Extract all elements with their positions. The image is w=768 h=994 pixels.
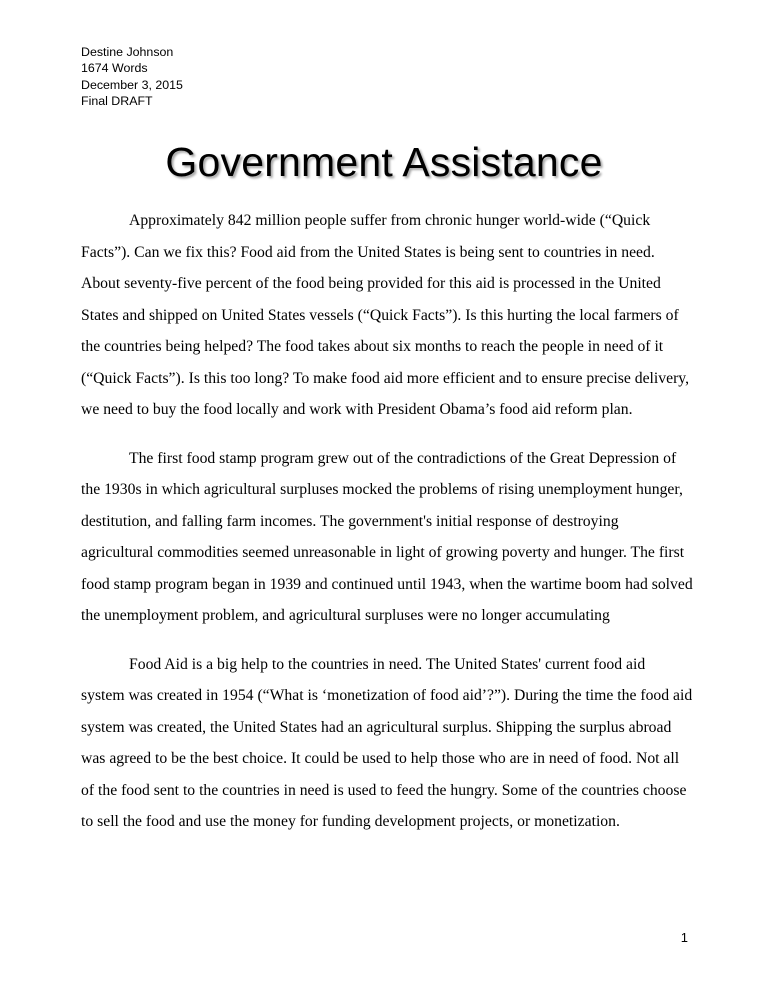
- paragraph-line: the countries being helped? The food takes about six months to reach the people in need of it: [81, 338, 664, 355]
- paragraph-line: we need to buy the food locally and work with President Obama’s food aid reform plan.: [81, 401, 633, 418]
- paragraph-line: to sell the food and use the money for funding development projects, or monetization.: [81, 813, 620, 830]
- paragraph-line: Approximately 842 million people suffer from chronic hunger world-wide (“Quick: [129, 212, 651, 229]
- paragraph-line: the unemployment problem, and agricultural surpluses were no longer accumulating: [81, 607, 610, 624]
- document-date: December 3, 2015: [81, 77, 183, 92]
- paragraph-line: (“Quick Facts”). Is this too long? To make food aid more efficient and to ensure precise delivery,: [81, 369, 690, 387]
- author-name: Destine Johnson: [81, 45, 174, 59]
- paragraph-line: The first food stamp program grew out of the contradictions of the Great Depression of: [129, 449, 677, 467]
- paragraph-line: system was created in 1954 (“What is ‘monetization of food aid’?”). During the time the food aid: [81, 687, 693, 704]
- document-header: [81, 44, 183, 109]
- paragraph-line: system was created, the United States had an agricultural surplus. Shipping the surplus abroad: [81, 718, 672, 736]
- paragraph-line: agricultural commodities seemed unreasonable in light of growing poverty and hunger. The first: [81, 544, 685, 561]
- paragraph-line: of the food sent to the countries in need is used to feed the hungry. Some of the countries choose: [81, 781, 687, 799]
- paragraph-line: About seventy-five percent of the food being provided for this aid is processed in the United: [81, 275, 661, 292]
- paragraph-spacer: [81, 426, 691, 443]
- paragraph-2: [81, 443, 691, 632]
- paragraph-line: States and shipped on United States vessels (“Quick Facts”). Is this hurting the local farmers of: [81, 306, 679, 324]
- paragraph-line: Facts”). Can we fix this? Food aid from the United States is being sent to countries in need.: [81, 243, 655, 261]
- document-body: [81, 205, 691, 838]
- paragraph-line: Food Aid is a big help to the countries in need. The United States' current food aid: [129, 655, 646, 673]
- paragraph-line: the 1930s in which agricultural surpluses mocked the problems of rising unemployment hunger,: [81, 481, 683, 498]
- paragraph-3: [81, 649, 691, 838]
- paragraph-line: destitution, and falling farm incomes. The government's initial response of destroying: [81, 512, 619, 530]
- paragraph-spacer: [81, 632, 691, 649]
- paragraph-line: was agreed to be the best choice. It could be used to help those who are in need of food. Not all: [81, 750, 680, 767]
- word-count: 1674 Words: [81, 61, 148, 76]
- page-number: 1: [680, 930, 688, 945]
- document-title: Government Assistance: [165, 139, 603, 185]
- paragraph-1: [81, 205, 691, 426]
- paragraph-line: food stamp program began in 1939 and continued until 1943, when the wartime boom had solved: [81, 575, 693, 593]
- draft-status: Final DRAFT: [81, 93, 153, 108]
